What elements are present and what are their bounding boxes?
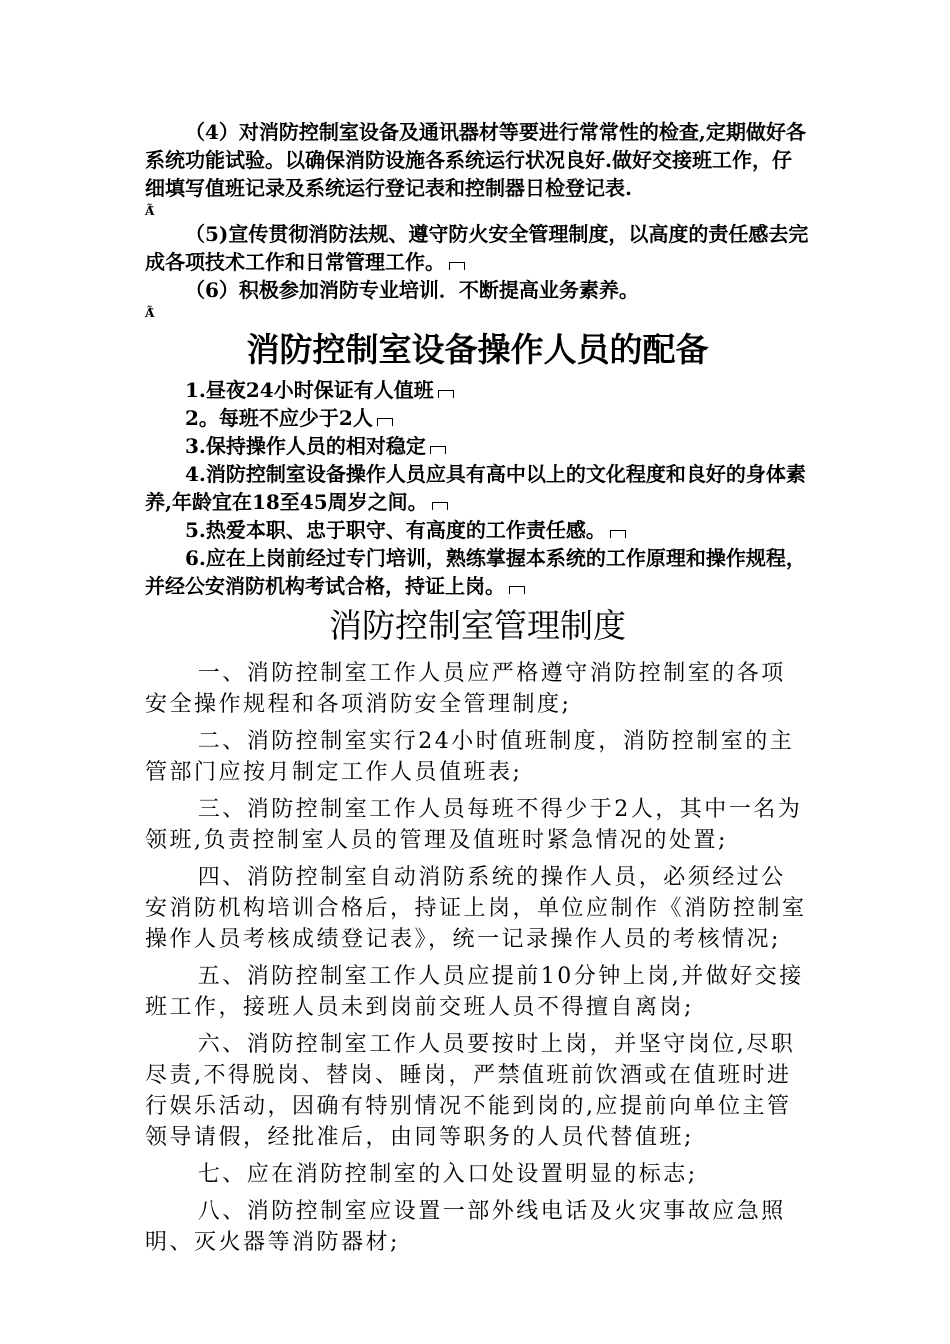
rule-item-2: 二、消防控制室实行24小时值班制度，消防控制室的主管部门应按月制定工作人员值班表;: [145, 729, 795, 785]
paragraph-mark-icon: [509, 586, 525, 594]
rule-item-7: 七、应在消防控制室的入口处设置明显的标志;: [197, 1162, 698, 1187]
rule-item-6: 六、消防控制室工作人员要按时上岗，并坚守岗位,尽职尽责,不得脱岗、替岗、睡岗，严禁值班前饮酒或在值班时进行娱乐活动，因确有特别情况不能到岗的,应提前向单位主管领导请假，经批准后，由同等职务的人员代替值班;: [145, 1032, 796, 1150]
staffing-item-2: 2。每班不应少于2人: [145, 404, 810, 432]
staffing-item-4: 4.消防控制室设备操作人员应具有高中以上的文化程度和良好的身体素养,年龄宜在18至45周岁之间。: [145, 462, 806, 514]
paragraph-mark-icon: [438, 390, 454, 398]
paragraph-5-text: （5)宣传贯彻消防法规、遵守防火安全管理制度，以高度的责任感去完成各项技术工作和日常管理工作。: [145, 222, 809, 274]
paragraph-mark-icon: [610, 530, 626, 538]
paragraph-mark-icon: [432, 502, 448, 510]
rule-item-8: 八、消防控制室应设置一部外线电话及火灾事故应急照明、灭火器等消防器材;: [145, 1199, 786, 1255]
paragraph-mark-icon: [377, 418, 393, 426]
rule-item-1: 一、消防控制室工作人员应严格遵守消防控制室的各项安全操作规程和各项消防安全管理制度;: [145, 661, 786, 717]
rule-item-4: 四、消防控制室自动消防系统的操作人员，必须经过公安消防机构培训合格后，持证上岗，单位应制作《消防控制室操作人员考核成绩登记表》，统一记录操作人员的考核情况;: [145, 865, 807, 952]
staffing-item-1: 1.昼夜24小时保证有人值班: [145, 376, 810, 404]
staffing-item-5: 5.热爱本职、忠于职守、有高度的工作责任感。: [145, 516, 810, 544]
staffing-item-6: 6.应在上岗前经过专门培训，熟练掌握本系统的工作原理和操作规程，并经公安消防机构考试合格，持证上岗。: [145, 546, 806, 598]
paragraph-mark-icon: [430, 446, 446, 454]
stray-character: Ã̃: [145, 306, 155, 320]
section-title-staffing: 消防控制室设备操作人员的配备: [246, 330, 709, 369]
rule-item-3: 三、消防控制室工作人员每班不得少于2人，其中一名为领班,负责控制室人员的管理及值班时紧急情况的处置;: [145, 797, 803, 853]
staffing-item-3: 3.保持操作人员的相对稳定: [145, 432, 810, 460]
document-page: [145, 118, 810, 1264]
section-title-rules: 消防控制室管理制度: [329, 606, 626, 645]
paragraph-6: （6）积极参加消防专业培训．不断提高业务素养。: [185, 278, 639, 302]
paragraph-4: （4）对消防控制室设备及通讯器材等要进行常常性的检查,定期做好各系统功能试验。以确保消防设施各系统运行状况良好.做好交接班工作，仔细填写值班记录及系统运行登记表和控制器日检登记表.: [145, 120, 806, 200]
paragraph-5: [145, 220, 810, 276]
rule-item-5: 五、消防控制室工作人员应提前10分钟上岗,并做好交接班工作，接班人员未到岗前交班人员不得擅自离岗;: [145, 964, 804, 1020]
stray-character: Ã̃: [145, 204, 155, 218]
paragraph-mark-icon: [449, 262, 465, 270]
